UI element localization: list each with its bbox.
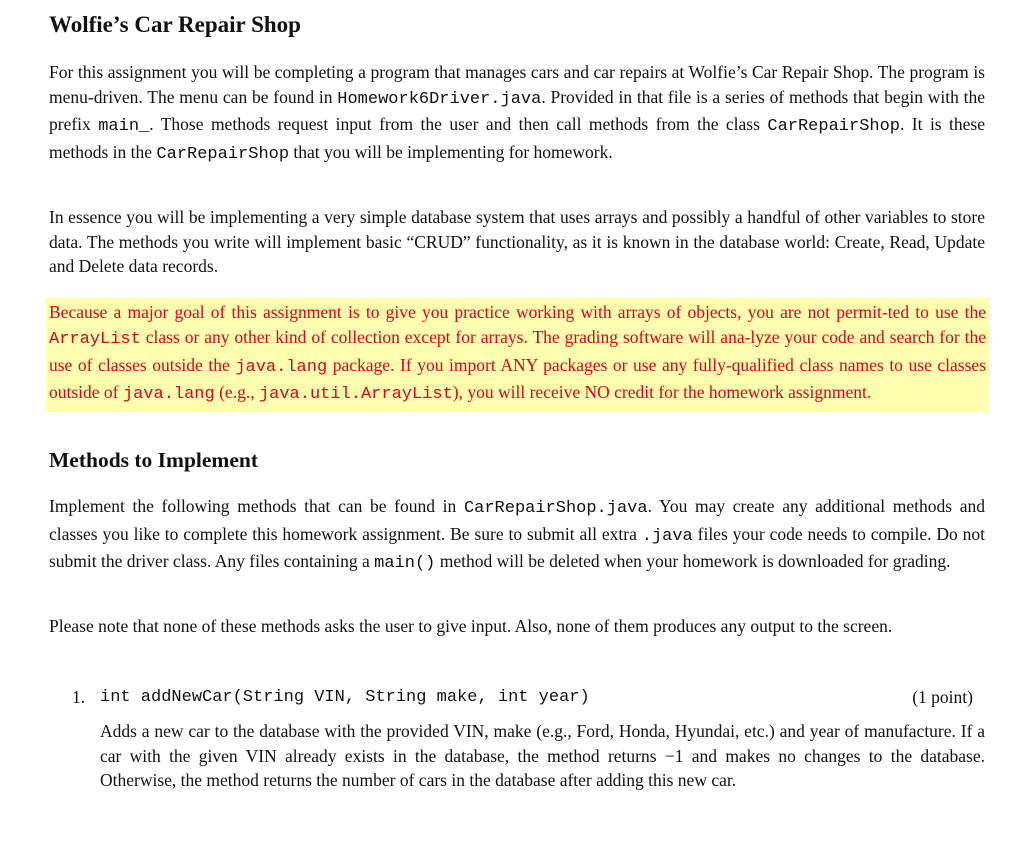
warning-text-2: class or any other kind of collection except for arrays. The grading software will ana-lyze your code and search for the use of classes outside the (49, 326, 986, 375)
warning-text-4: (e.g., (214, 382, 259, 403)
implement-text-1: Implement the following methods that can be found in (49, 496, 464, 516)
method-item-number: 1. (72, 687, 86, 707)
driver-filename: Homework6Driver.java (337, 89, 542, 109)
implement-paragraph (49, 494, 985, 577)
page-title: Wolfie’s Car Repair Shop (49, 12, 301, 37)
main-method: main() (374, 554, 436, 574)
section-heading: Methods to Implement (49, 448, 259, 472)
class-name: CarRepairShop (767, 117, 900, 137)
java-lang-package: java.lang (235, 357, 328, 377)
intro-paragraph (49, 60, 985, 167)
implement-text-4: method will be deleted when your homework is downloaded for grading. (435, 551, 951, 572)
implement-text-2: . You may create any additional methods and classes you like to complete this homework assignment. Be sure to submit all extra (49, 496, 985, 544)
fully-qualified-arraylist: java.util.ArrayList (258, 385, 453, 405)
java-extension: .java (641, 526, 693, 546)
note-paragraph: Please note that none of these methods asks the user to give input. Also, none of them produces any output to the screen. (49, 616, 893, 636)
essence-paragraph: In essence you will be implementing a very simple database system that uses arrays and possibly a handful of other variables to store data. The methods you write will implement basic “CRUD” functionality, as it is known in the database world: Create, Read, Update and Delete data records. (49, 207, 985, 277)
method-points: (1 point) (912, 687, 973, 707)
intro-text-2: . Provided in that file is a series of methods that begin with the prefix (49, 86, 985, 135)
arraylist-class: ArrayList (49, 329, 141, 349)
method-item-header (72, 685, 985, 711)
method-signature: int addNewCar(String VIN, String make, int year) (100, 688, 590, 707)
warning-text-5: ), you will receive NO credit for the homework assignment. (452, 382, 872, 403)
method-description: Adds a new car to the database with the provided VIN, make (e.g., Ford, Honda, Hyundai, etc.) and year of manufacture. If a car with the given VIN already exists in the database, the method returns −1 and makes no changes to the database. Otherwise, the method returns the number of cars in the database after adding this new car. (100, 721, 985, 791)
shop-filename: CarRepairShop.java (463, 499, 648, 518)
warning-text-1: Because a major goal of this assignment is to give you practice working with arrays of objects, you are not permit-ted to use the (49, 302, 986, 322)
intro-text-5: that you will be implementing for homework. (289, 141, 613, 162)
intro-text-1: For this assignment you will be completing a program that manages cars and car repairs at Wolfie’s Car Repair Shop. The program is menu-driven. The menu can be found in (49, 62, 985, 107)
implement-text-3: files your code needs to compile. Do not submit the driver class. Any files containing a (49, 523, 985, 572)
java-lang-package: java.lang (122, 385, 215, 405)
warning-text-3: package. If you import ANY packages or use any fully-qualified class names to use classes outside of (49, 354, 987, 403)
main-prefix: main_ (98, 117, 150, 137)
intro-text-4: . It is these methods in the (49, 114, 986, 162)
class-name: CarRepairShop (156, 144, 290, 164)
intro-text-3: . Those methods request input from the user and then call methods from the class (149, 114, 768, 135)
warning-paragraph (46, 298, 990, 412)
